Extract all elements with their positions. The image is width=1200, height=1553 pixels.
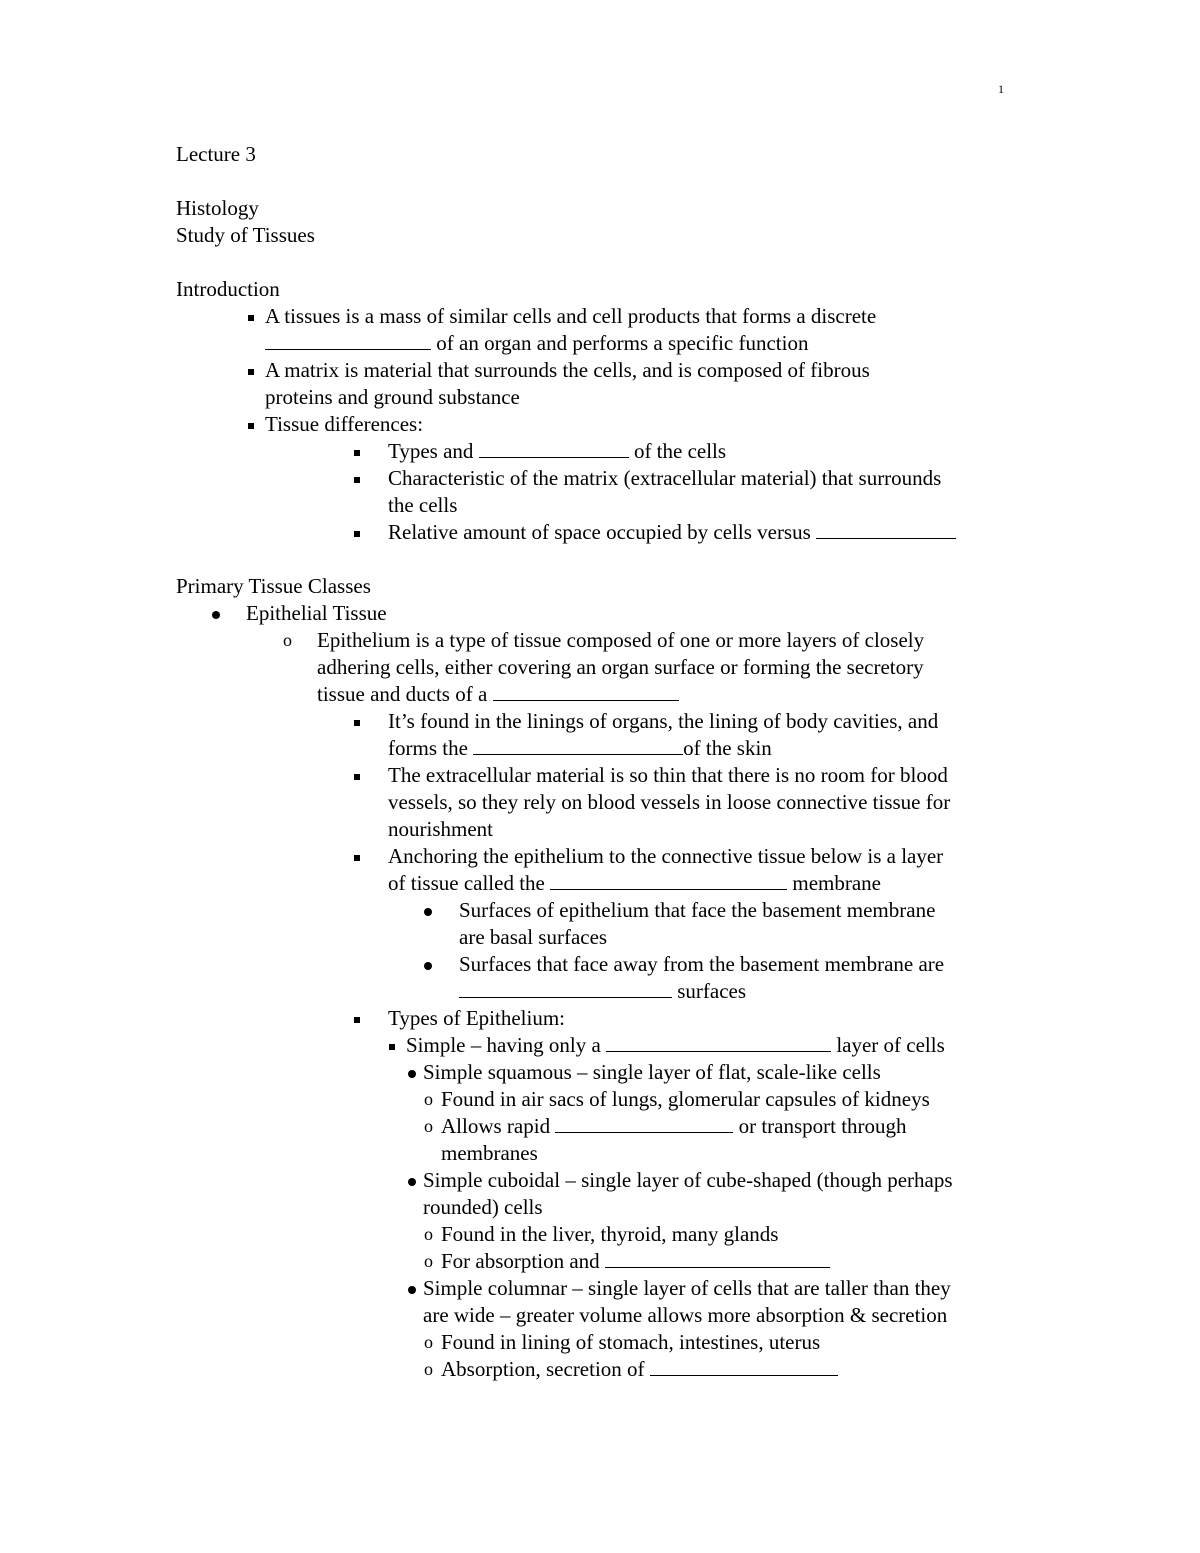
page-number: 1 xyxy=(998,82,1004,96)
square-bullet-icon xyxy=(389,1032,395,1059)
square-bullet-icon xyxy=(354,843,360,870)
list-item-text: Characteristic of the matrix (extracellular material) that surrounds xyxy=(388,466,942,490)
square-bullet-icon xyxy=(248,303,254,330)
introduction-heading: Introduction xyxy=(176,277,280,301)
list-item-text: surfaces xyxy=(677,979,747,1003)
list-item-text: are wide – greater volume allows more absorption & secretion xyxy=(423,1303,948,1327)
list-item xyxy=(176,1086,1036,1113)
fill-blank xyxy=(479,438,629,458)
list-item-text: Allows rapid xyxy=(441,1114,551,1138)
list-item xyxy=(176,708,1036,762)
list-item-text: Surfaces of epithelium that face the basement membrane xyxy=(459,898,936,922)
round-bullet-icon xyxy=(408,1275,416,1302)
list-item xyxy=(176,1221,1036,1248)
list-item xyxy=(176,411,1036,438)
fill-blank xyxy=(473,735,683,755)
list-item-text: membrane xyxy=(792,871,881,895)
hollow-circle-bullet-icon: o xyxy=(424,1224,433,1244)
subject-heading: Histology xyxy=(176,196,259,220)
round-bullet-icon xyxy=(424,897,432,924)
list-item-text: the cells xyxy=(388,493,458,517)
list-item-text: Surfaces that face away from the basement membrane are xyxy=(459,952,945,976)
list-item xyxy=(176,627,1036,708)
list-item-text: of an organ and performs a specific function xyxy=(436,331,809,355)
square-bullet-icon xyxy=(354,1005,360,1032)
list-item xyxy=(176,1275,1036,1329)
hollow-circle-bullet-icon: o xyxy=(283,630,292,650)
list-item-text: Types and xyxy=(388,439,474,463)
fill-blank xyxy=(555,1113,733,1133)
list-item-text: For absorption and xyxy=(441,1249,600,1273)
list-item-text: proteins and ground substance xyxy=(265,385,520,409)
list-item-text: Simple columnar – single layer of cells that are taller than they xyxy=(423,1276,951,1300)
hollow-circle-bullet-icon: o xyxy=(424,1332,433,1352)
fill-blank xyxy=(493,681,679,701)
list-item-text: Epithelial Tissue xyxy=(246,601,387,625)
list-item-text: Simple – having only a xyxy=(406,1033,601,1057)
list-item xyxy=(176,1329,1036,1356)
list-item-text: Found in air sacs of lungs, glomerular capsules of kidneys xyxy=(441,1087,930,1111)
list-item-text: Simple squamous – single layer of flat, scale-like cells xyxy=(423,1060,881,1084)
list-item xyxy=(176,465,1036,519)
list-item-text: adhering cells, either covering an organ surface or forming the secretory xyxy=(317,655,924,679)
list-item-text: of tissue called the xyxy=(388,871,545,895)
list-item-text: vessels, so they rely on blood vessels in loose connective tissue for xyxy=(388,790,951,814)
fill-blank xyxy=(550,870,787,890)
list-item xyxy=(176,1113,1036,1167)
list-item xyxy=(176,519,1036,546)
fill-blank xyxy=(265,330,431,350)
hollow-circle-bullet-icon: o xyxy=(424,1359,433,1379)
list-item-text: Relative amount of space occupied by cells versus xyxy=(388,520,811,544)
list-item xyxy=(176,1059,1036,1086)
list-item-text: A tissues is a mass of similar cells and cell products that forms a discrete xyxy=(265,304,877,328)
list-item-text: Found in lining of stomach, intestines, uterus xyxy=(441,1330,821,1354)
fill-blank xyxy=(459,978,672,998)
list-item-text: are basal surfaces xyxy=(459,925,608,949)
list-item xyxy=(176,1248,1036,1275)
list-item-text: The extracellular material is so thin that there is no room for blood xyxy=(388,763,948,787)
square-bullet-icon xyxy=(248,411,254,438)
fill-blank xyxy=(650,1356,838,1376)
primary-tissue-heading: Primary Tissue Classes xyxy=(176,574,371,598)
square-bullet-icon xyxy=(354,519,360,546)
round-bullet-icon xyxy=(212,600,220,627)
square-bullet-icon xyxy=(354,708,360,735)
list-item-text: Found in the liver, thyroid, many glands xyxy=(441,1222,779,1246)
square-bullet-icon xyxy=(248,357,254,384)
list-item-text: It’s found in the linings of organs, the lining of body cavities, and xyxy=(388,709,939,733)
list-item-text: Epithelium is a type of tissue composed of one or more layers of closely xyxy=(317,628,925,652)
fill-blank xyxy=(816,519,956,539)
document-body xyxy=(176,141,1036,1383)
list-item-text: Tissue differences: xyxy=(265,412,424,436)
list-item-text: layer of cells xyxy=(836,1033,945,1057)
list-item xyxy=(176,600,1036,627)
list-item xyxy=(176,357,1036,411)
list-item xyxy=(176,1356,1036,1383)
lecture-title: Lecture 3 xyxy=(176,142,256,166)
fill-blank xyxy=(605,1248,830,1268)
list-item-text: membranes xyxy=(441,1141,538,1165)
list-item xyxy=(176,303,1036,357)
list-item xyxy=(176,1032,1036,1059)
list-item xyxy=(176,438,1036,465)
subtitle: Study of Tissues xyxy=(176,223,315,247)
list-item-text: A matrix is material that surrounds the cells, and is composed of fibrous xyxy=(265,358,870,382)
list-item-text: of the cells xyxy=(633,439,727,463)
list-item-text: Absorption, secretion of xyxy=(441,1357,645,1381)
round-bullet-icon xyxy=(408,1059,416,1086)
list-item-text: Types of Epithelium: xyxy=(388,1006,566,1030)
round-bullet-icon xyxy=(424,951,432,978)
list-item-text: nourishment xyxy=(388,817,493,841)
list-item-text: Anchoring the epithelium to the connective tissue below is a layer xyxy=(388,844,944,868)
fill-blank xyxy=(606,1032,831,1052)
list-item xyxy=(176,762,1036,843)
list-item xyxy=(176,843,1036,897)
square-bullet-icon xyxy=(354,438,360,465)
list-item xyxy=(176,1167,1036,1221)
list-item xyxy=(176,897,1036,951)
round-bullet-icon xyxy=(408,1167,416,1194)
hollow-circle-bullet-icon: o xyxy=(424,1089,433,1109)
list-item-text: Simple cuboidal – single layer of cube-shaped (though perhaps xyxy=(423,1168,953,1192)
hollow-circle-bullet-icon: o xyxy=(424,1251,433,1271)
list-item-text: forms the xyxy=(388,736,468,760)
list-item-text: rounded) cells xyxy=(423,1195,543,1219)
hollow-circle-bullet-icon: o xyxy=(424,1116,433,1136)
list-item xyxy=(176,951,1036,1005)
square-bullet-icon xyxy=(354,465,360,492)
list-item-text: of the skin xyxy=(683,736,772,760)
list-item-text: or transport through xyxy=(738,1114,907,1138)
list-item xyxy=(176,1005,1036,1032)
list-item-text: tissue and ducts of a xyxy=(317,682,488,706)
square-bullet-icon xyxy=(354,762,360,789)
